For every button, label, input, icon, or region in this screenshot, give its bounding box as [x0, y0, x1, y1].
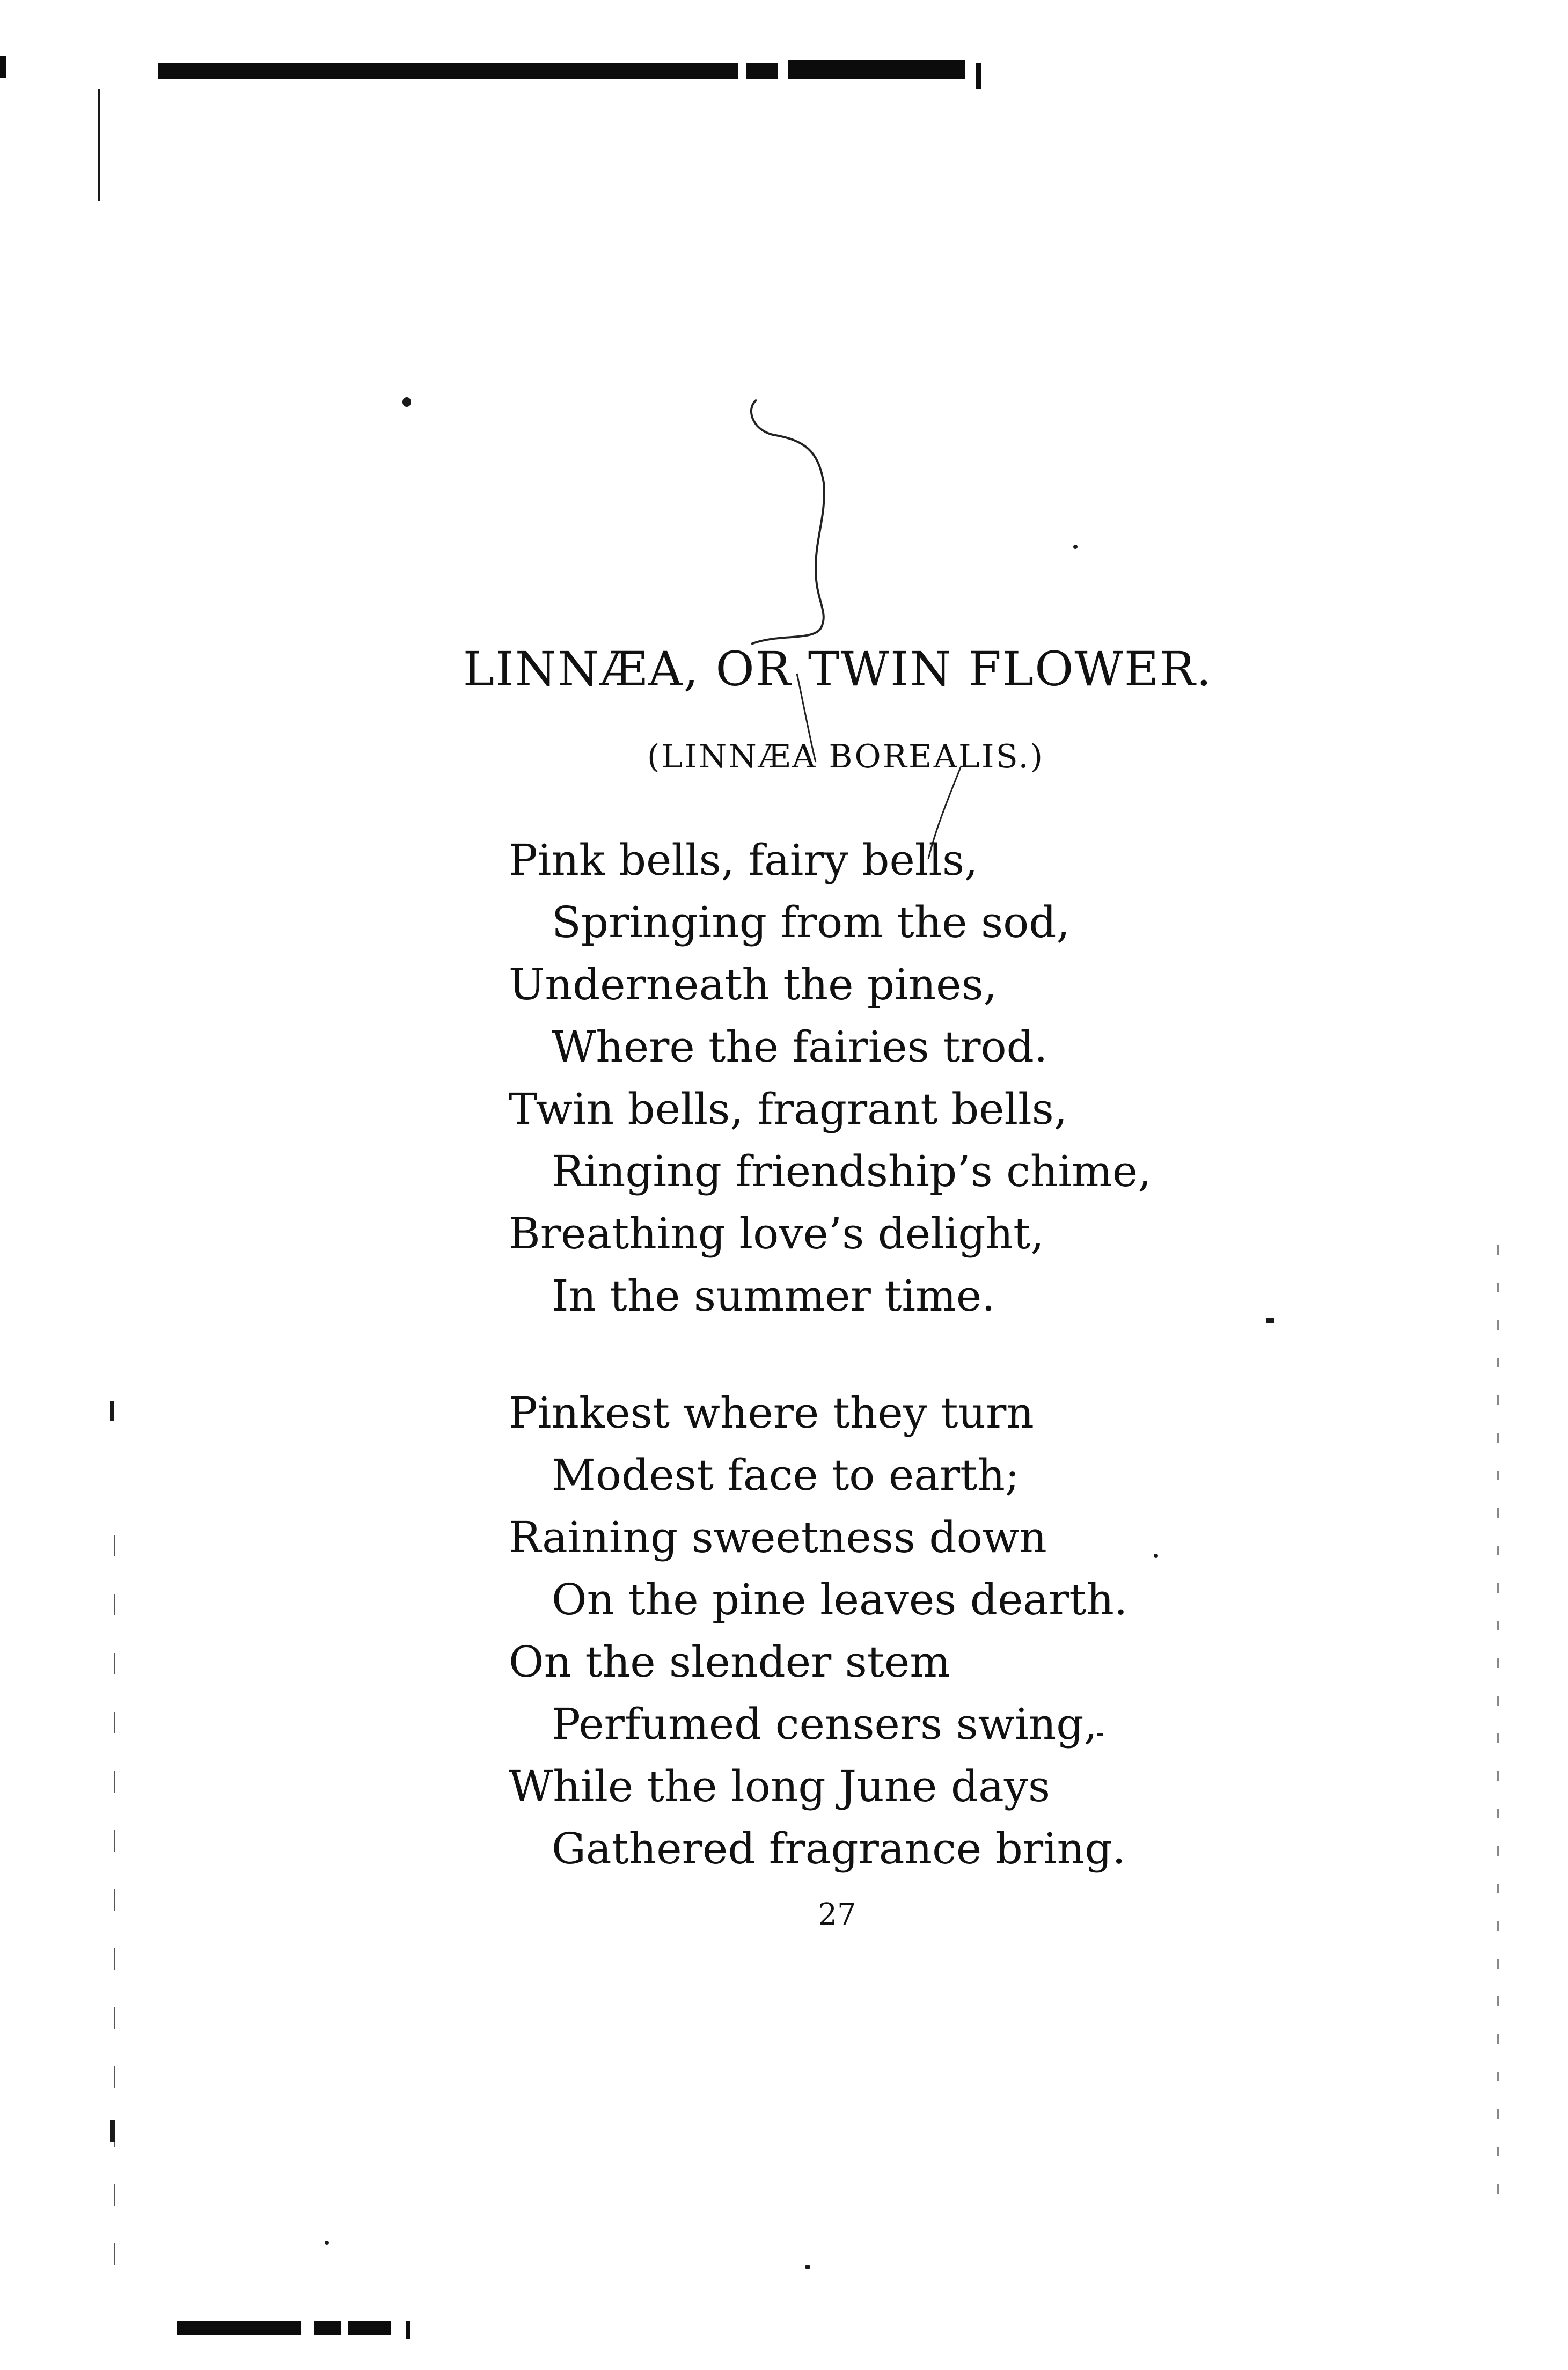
- scan-artifact-bottom-bar-tick: [406, 2321, 410, 2339]
- scan-artifact-left-dashes: [114, 1535, 115, 2286]
- poem-line: Gathered fragrance bring.: [552, 1824, 1126, 1874]
- scan-artifact-speck: [1266, 1318, 1274, 1323]
- scan-artifact-speck: [325, 2241, 329, 2245]
- scan-artifact-left-line: [98, 89, 100, 201]
- poem-line: Where the fairies trod.: [552, 1022, 1048, 1072]
- scan-artifact-speck: [1073, 545, 1078, 549]
- poem-line: Perfumed censers swing,: [552, 1699, 1097, 1749]
- scan-artifact-bottom-bar: [177, 2321, 301, 2335]
- scan-artifact-speck: [402, 397, 411, 407]
- poem-subtitle: (LINNÆA BOREALIS.): [647, 738, 1045, 776]
- poem-title: LINNÆA, OR TWIN FLOWER.: [463, 641, 1213, 697]
- scan-artifact-left-edge: [0, 56, 6, 78]
- scan-artifact-top-bar: [158, 63, 738, 79]
- poem-line: On the pine leaves dearth.: [552, 1575, 1128, 1625]
- poem-line: Pink bells, fairy bells,: [509, 835, 978, 885]
- scan-artifact-speck: [110, 1401, 114, 1421]
- poem-line: Underneath the pines,: [509, 960, 997, 1010]
- stanza-1: [509, 829, 1206, 1327]
- scan-artifact-top-bar-segment: [746, 63, 778, 79]
- poem-line: While the long June days: [509, 1761, 1051, 1811]
- poem-line: Breathing love’s delight,: [509, 1209, 1044, 1259]
- poem-line: Twin bells, fragrant bells,: [509, 1084, 1068, 1134]
- stanza-2: [509, 1382, 1206, 1880]
- scan-artifact-top-bar-tick: [976, 63, 981, 89]
- scan-artifact-bottom-bar-segment: [348, 2321, 391, 2335]
- poem-line: On the slender stem: [509, 1637, 951, 1687]
- poem-line: In the summer time.: [552, 1271, 995, 1321]
- poem-line: Pinkest where they turn: [509, 1388, 1034, 1438]
- poem-line: Ringing friendship’s chime,: [552, 1146, 1152, 1196]
- scan-artifact-bottom-bar-segment: [314, 2321, 341, 2335]
- scan-artifact-speck: [805, 2265, 810, 2269]
- scan-artifact-speck: [110, 2120, 115, 2142]
- scan-artifact-top-bar-segment: [788, 60, 965, 79]
- page-number: 27: [818, 1897, 856, 1932]
- poem-line: Springing from the sod,: [552, 897, 1070, 947]
- poem-line: Raining sweetness down: [509, 1512, 1047, 1562]
- poem-line: Modest face to earth;: [552, 1450, 1020, 1500]
- scan-artifact-right-dashes: [1497, 1245, 1499, 2211]
